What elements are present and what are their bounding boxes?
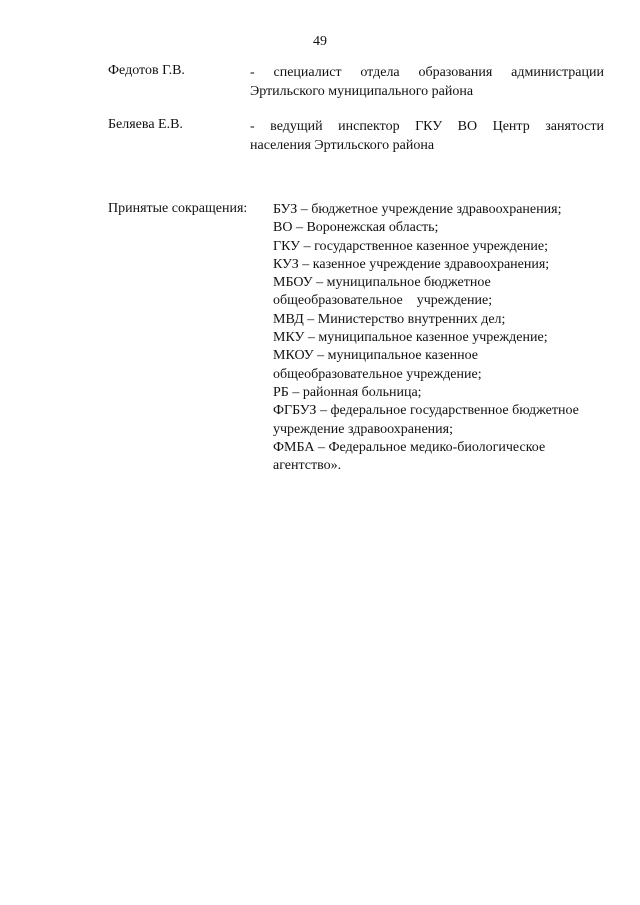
abbreviations-list — [273, 201, 613, 475]
abbreviation-line: общеобразовательное учреждение; — [273, 366, 482, 382]
person-description-line: Эртильского муниципального района — [250, 84, 474, 99]
person-description — [250, 117, 604, 155]
abbreviation-line: агентство». — [273, 458, 342, 474]
abbreviation-line: ФГБУЗ – федеральное государственное бюджетное — [273, 403, 579, 419]
abbreviations-label: Принятые сокращения: — [108, 201, 248, 216]
abbreviation-line: ГКУ – государственное казенное учреждение; — [273, 238, 549, 254]
abbreviation-line: ВО – Воронежская область; — [273, 220, 439, 236]
person-description-line: - ведущий инспектор ГКУ ВО Центр занятости — [250, 119, 604, 134]
abbreviation-line: МКУ – муниципальное казенное учреждение; — [273, 330, 548, 346]
abbreviation-line: общеобразовательное учреждение; — [273, 293, 493, 309]
abbreviation-line: МБОУ – муниципальное бюджетное — [273, 275, 491, 291]
abbreviation-line: учреждение здравоохранения; — [273, 421, 453, 437]
person-name: Беляева Е.В. — [108, 117, 183, 132]
abbreviation-line: МКОУ – муниципальное казенное — [273, 348, 478, 364]
abbreviation-line: ФМБА – Федеральное медико-биологическое — [273, 439, 546, 455]
abbreviation-line: РБ – районная больница; — [273, 384, 422, 400]
person-description-line: населения Эртильского района — [250, 138, 435, 153]
abbreviation-line: КУЗ – казенное учреждение здравоохранения; — [273, 256, 550, 272]
page-number: 49 — [313, 34, 327, 49]
person-description — [250, 63, 604, 101]
abbreviation-line: БУЗ – бюджетное учреждение здравоохранения; — [273, 202, 562, 217]
person-name: Федотов Г.В. — [108, 63, 185, 78]
abbreviation-line: МВД – Министерство внутренних дел; — [273, 311, 506, 327]
person-description-line: - специалист отдела образования администрации — [250, 65, 604, 80]
